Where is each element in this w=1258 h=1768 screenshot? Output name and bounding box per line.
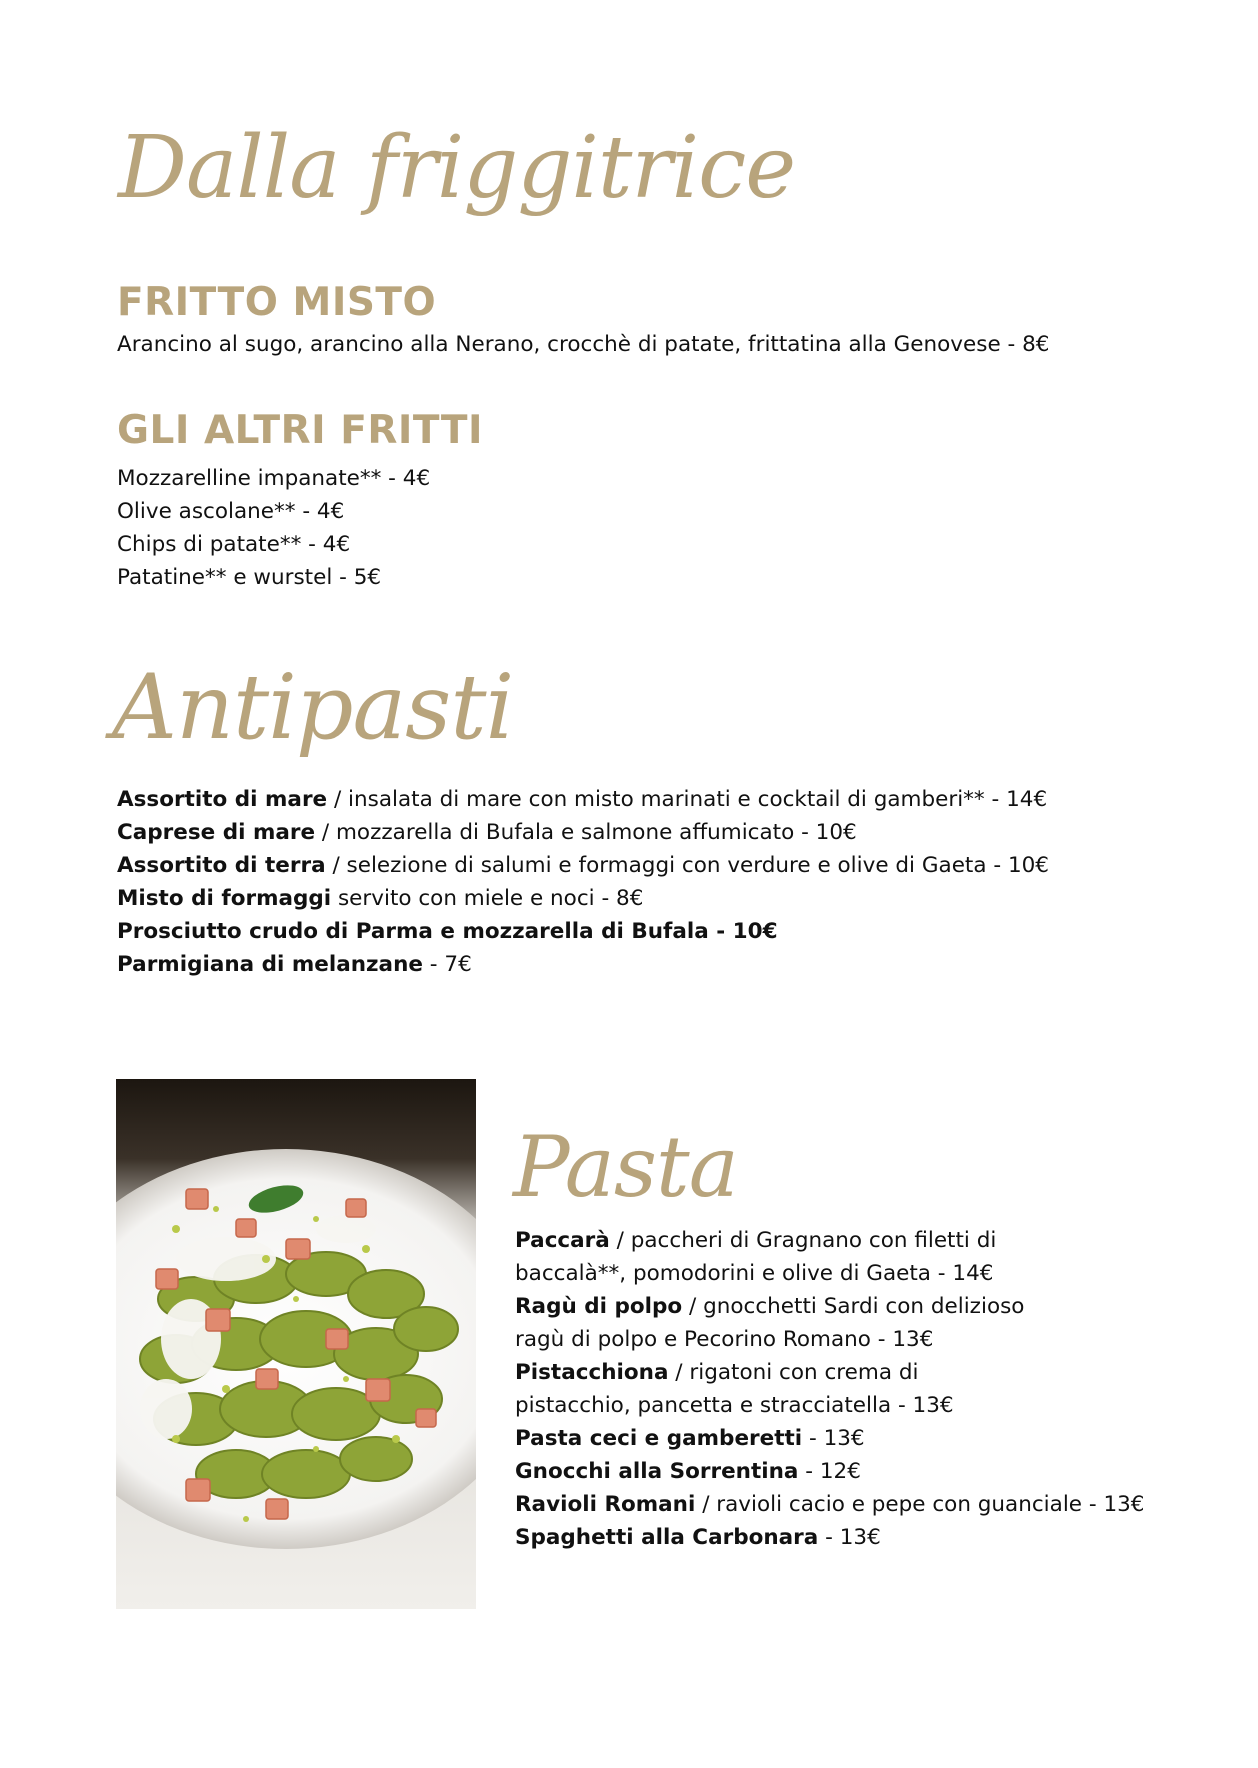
menu-item-name: Misto di formaggi [117,886,332,911]
menu-item [515,1455,1145,1488]
menu-item-description: / ravioli cacio e pepe con guanciale - 13€ [695,1492,1145,1517]
menu-item-name: Assortito di mare [117,787,328,812]
menu-item-description: / selezione di salumi e formaggi con verdure e olive di Gaeta - 10€ [325,853,1049,878]
menu-item [117,948,1049,981]
menu-item: Chips di patate** - 4€ [117,532,351,557]
menu-item-description: / rigatoni con crema di [668,1360,919,1385]
menu-item-fritto-misto: Arancino al sugo, arancino alla Nerano, crocchè di patate, frittatina alla Genovese - 8€ [117,332,1050,357]
menu-item [515,1488,1145,1521]
section-title-antipasti: Antipasti [112,655,514,760]
menu-item-name: Gnocchi alla Sorrentina [515,1459,799,1484]
menu-item-description: - 12€ [798,1459,861,1484]
menu-item-name: Parmigiana di melanzane [117,952,423,977]
menu-item-description: / mozzarella di Bufala e salmone affumicato - 10€ [315,820,857,845]
menu-item-name: Spaghetti alla Carbonara [515,1525,819,1550]
menu-item [117,882,1049,915]
menu-item-description: - 13€ [818,1525,881,1550]
section-title-friggitrice: Dalla friggitrice [118,118,796,218]
menu-item-name: Assortito di terra [117,853,326,878]
heading-fritto-misto: FRITTO MISTO [117,280,437,325]
menu-item [117,816,1049,849]
section-title-pasta: Pasta [513,1118,738,1216]
menu-item-name: Ragù di polpo [515,1294,683,1319]
menu-item [117,849,1049,882]
menu-item-name: Pistacchiona [515,1360,669,1385]
pasta-list [515,1224,1145,1554]
menu-item-description: - 13€ [802,1426,865,1451]
menu-item [515,1290,1145,1323]
menu-item-name: Pasta ceci e gamberetti [515,1426,803,1451]
menu-item-description: baccalà**, pomodorini e olive di Gaeta - 14€ [515,1261,994,1286]
menu-item-continued [515,1389,1145,1422]
menu-item: Patatine** e wurstel - 5€ [117,565,382,590]
menu-item-name: Prosciutto crudo di Parma e mozzarella di Bufala - 10€ [117,919,778,944]
menu-item-description: / insalata di mare con misto marinati e cocktail di gamberi** - 14€ [327,787,1048,812]
heading-altri-fritti: GLI ALTRI FRITTI [117,408,484,453]
menu-item-name: Paccarà [515,1228,610,1253]
altri-fritti-list [117,462,430,594]
menu-item-continued [515,1323,1145,1356]
menu-item [515,1521,1145,1554]
menu-item-description: ragù di polpo e Pecorino Romano - 13€ [515,1327,934,1352]
fritto-misto-description [117,328,1049,361]
menu-item: Mozzarelline impanate** - 4€ [117,466,431,491]
menu-item-description: / gnocchetti Sardi con delizioso [682,1294,1025,1319]
menu-item [515,1356,1145,1389]
antipasti-list [117,783,1049,981]
menu-item-description: servito con miele e noci - 8€ [331,886,644,911]
menu-item-name: Ravioli Romani [515,1492,696,1517]
pasta-photo [116,1079,476,1609]
menu-item [117,915,1049,948]
menu-item: Olive ascolane** - 4€ [117,499,345,524]
menu-item [515,1422,1145,1455]
menu-item-name: Caprese di mare [117,820,316,845]
menu-item-description: pistacchio, pancetta e stracciatella - 13€ [515,1393,954,1418]
menu-item [515,1224,1145,1257]
menu-item [117,783,1049,816]
menu-item-description: / paccheri di Gragnano con filetti di [609,1228,997,1253]
menu-item-description: - 7€ [422,952,472,977]
menu-item-continued [515,1257,1145,1290]
